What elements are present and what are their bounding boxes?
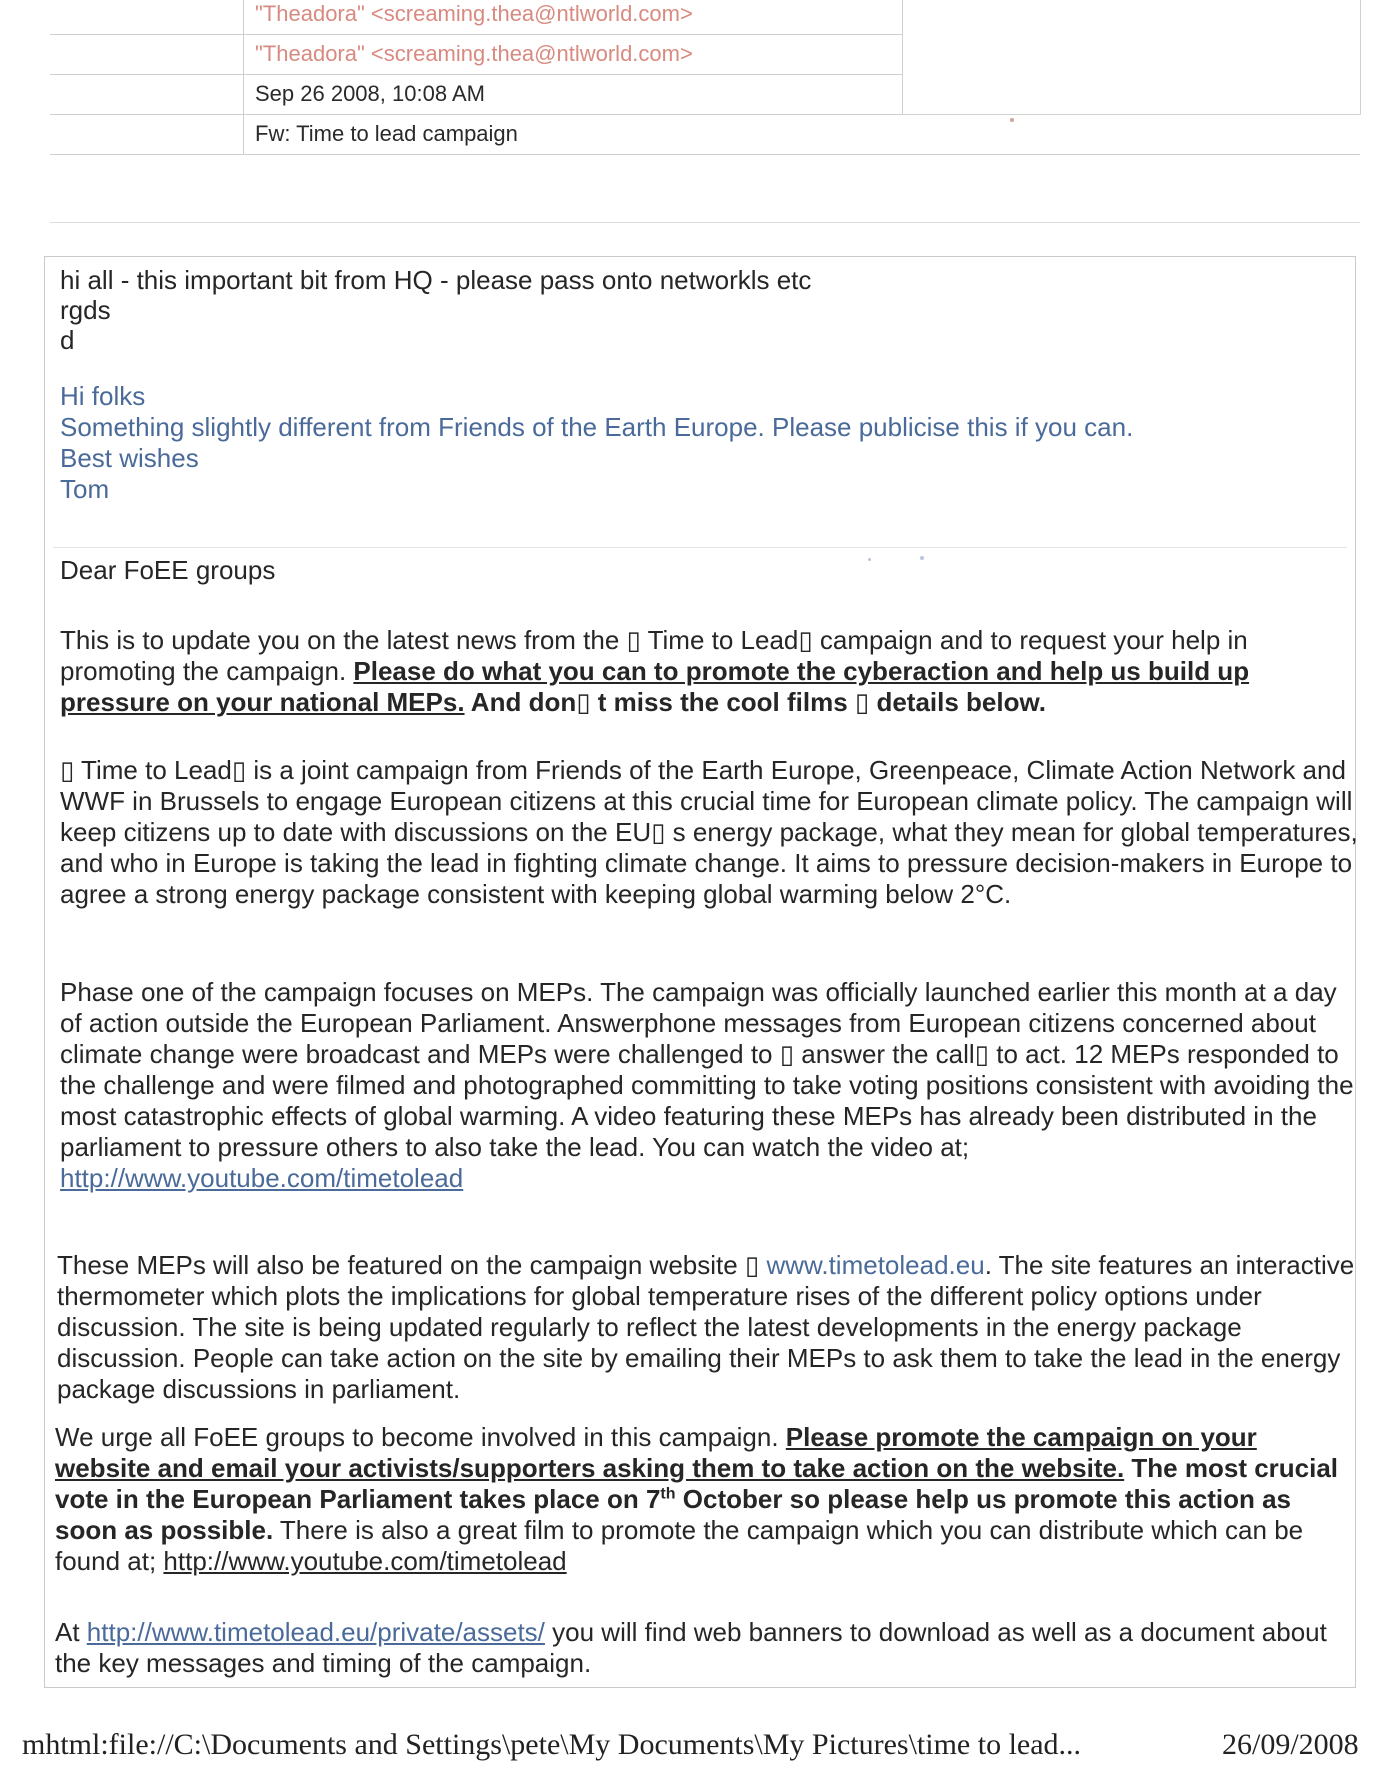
paragraph-text: At	[55, 1617, 87, 1647]
header-label-cell	[50, 74, 244, 114]
paragraph-text: We urge all FoEE groups to become involved in this campaign.	[55, 1422, 786, 1452]
ordinal-suffix: th	[660, 1485, 676, 1503]
forward-line: Something slightly different from Friends of the Earth Europe. Please publicise this if you can.	[60, 412, 1134, 442]
paragraph-campaign-description: ▯ Time to Lead▯ is a joint campaign from Friends of the Earth Europe, Greenpeace, Climate Action Network and WWF in Brussels to engage European citizens at this crucial time for European climate policy. The campaign will keep citizens up to date with discussions on the EU▯ s energy package, what they mean for global temperatures, and who in Europe is taking the lead in fighting climate change. It aims to pressure decision-makers in Europe to agree a strong energy package consistent with keeping global warming below 2°C.	[60, 755, 1358, 909]
paragraph-text: Phase one of the campaign focuses on MEPs. The campaign was officially launched earlier this month at a day of action outside the European Parliament. Answerphone messages from European citizens concerned about climate change were broadcast and MEPs were challenged to ▯ answer the call▯ to act. 12 MEPs responded to the challenge and were filmed and photographed committing to take voting positions consistent with avoiding the most catastrophic effects of global warming. A video featuring these MEPs has already been distributed in the parliament to pressure others to also take the lead. You can watch the video at;	[60, 977, 1354, 1162]
subject-value: Fw: Time to lead campaign	[255, 121, 518, 146]
header-cell-border	[902, 74, 903, 114]
forward-line: Tom	[60, 474, 110, 504]
header-border	[1360, 0, 1361, 115]
paragraph-text: This is to update you on the latest news from the ▯ Time to Lead▯ campaign and to request your help in promoting the campaign.	[60, 625, 1248, 686]
print-date: 26/09/2008	[1222, 1728, 1359, 1761]
assets-link[interactable]: http://www.timetolead.eu/private/assets/	[86, 1617, 545, 1647]
paragraph-website	[57, 1250, 1357, 1405]
header-label-cell	[50, 34, 244, 74]
call-to-action-text: Please promote the campaign on your website and email your activists/supporters asking them to take action on the website.	[55, 1422, 1257, 1483]
print-footer	[22, 1728, 1382, 1768]
website-link[interactable]: www.timetolead.eu	[766, 1250, 985, 1280]
youtube-link[interactable]: http://www.youtube.com/timetolead	[163, 1546, 567, 1576]
forwarded-note	[60, 381, 1360, 505]
file-path: mhtml:file://C:\Documents and Settings\pete\My Documents\My Pictures\time to lead...	[22, 1728, 1082, 1761]
scan-speck	[1010, 118, 1014, 122]
paragraph-phase-one	[60, 977, 1360, 1194]
header-label-cell	[50, 114, 244, 154]
bold-text: The most crucial vote in the European Parliament takes place on 7	[55, 1453, 1339, 1514]
intro-note	[60, 265, 1360, 355]
header-cell-border	[902, 34, 903, 74]
paragraph-urge	[55, 1422, 1355, 1577]
intro-line: rgds	[60, 295, 111, 325]
bold-text: And don▯ t miss the cool films ▯ details below.	[464, 687, 1046, 717]
date-value: Sep 26 2008, 10:08 AM	[255, 81, 485, 106]
paragraph-text: There is also a great film to promote the campaign which you can distribute which can be found at;	[55, 1515, 1304, 1576]
youtube-link[interactable]: http://www.youtube.com/timetolead	[60, 1163, 464, 1193]
forward-divider	[53, 547, 1347, 548]
header-cell-border	[902, 0, 903, 34]
message-body	[44, 256, 1356, 1688]
call-to-action-text: Please do what you can to promote the cyberaction and help us build up pressure on your national MEPs.	[60, 656, 1250, 717]
header-separator	[50, 222, 1360, 223]
header-row-date	[50, 74, 902, 115]
scan-speck	[868, 558, 871, 561]
forward-line: Hi folks	[60, 381, 146, 411]
reply-to-value[interactable]: "Theadora" <screaming.thea@ntlworld.com>	[255, 41, 693, 66]
paragraph-text: These MEPs will also be featured on the campaign website ▯	[57, 1250, 767, 1280]
paragraph-assets	[55, 1617, 1355, 1679]
greeting: Dear FoEE groups	[60, 555, 276, 585]
header-row-subject	[50, 114, 1360, 155]
forward-line: Best wishes	[60, 443, 199, 473]
bold-text: October so please help us promote this action as soon as possible.	[55, 1484, 1292, 1545]
scan-speck	[920, 556, 924, 560]
from-value[interactable]: "Theadora" <screaming.thea@ntlworld.com>	[255, 1, 693, 26]
header-row-reply-to	[50, 34, 902, 75]
intro-line: hi all - this important bit from HQ - please pass onto networkls etc	[60, 265, 812, 295]
header-label-cell	[50, 0, 244, 34]
header-row-from	[50, 0, 902, 35]
intro-line: d	[60, 325, 75, 355]
paragraph-text: you will find web banners to download as well as a document about the key messages and timing of the campaign.	[55, 1617, 1327, 1678]
paragraph-update	[60, 625, 1360, 718]
paragraph-text: . The site features an interactive thermometer which plots the implications for global temperature rises of the different policy options under discussion. The site is being updated regularly to reflect the latest developments in the energy package discussion. People can take action on the site by emailing their MEPs to ask them to take the lead in the energy package discussions in parliament.	[57, 1250, 1355, 1404]
